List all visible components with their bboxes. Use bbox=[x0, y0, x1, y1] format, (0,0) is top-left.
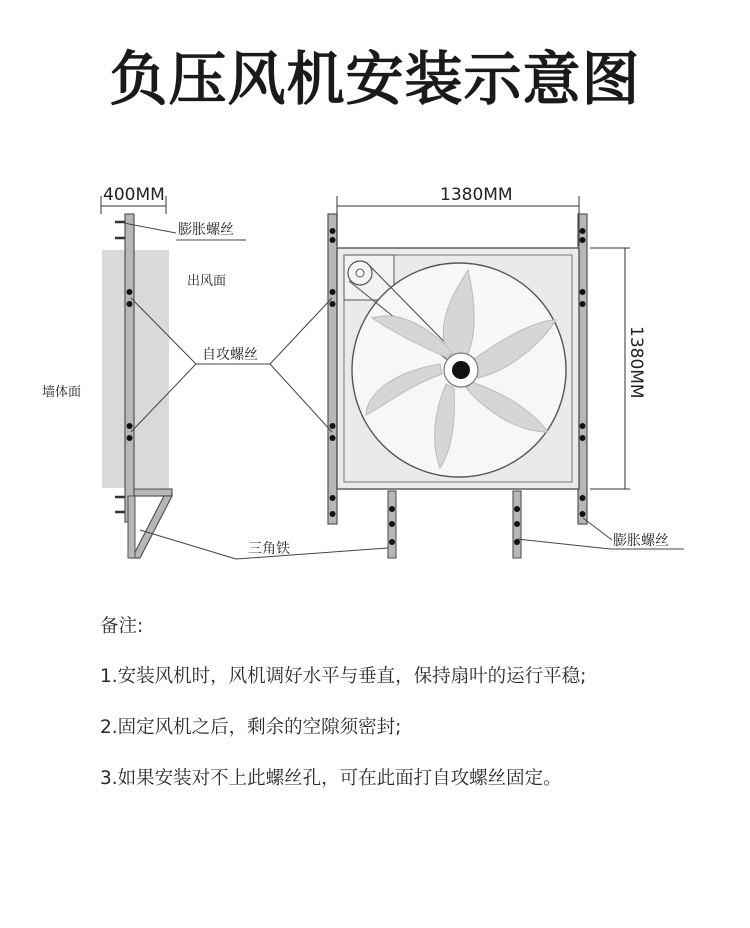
note-item-2: 2.固定风机之后，剩余的空隙须密封; bbox=[100, 717, 402, 738]
note-item-1: 1.安装风机时，风机调好水平与垂直，保持扇叶的运行平稳; bbox=[100, 666, 587, 687]
note-item-3: 3.如果安装对不上此螺丝孔，可在此面打自攻螺丝固定。 bbox=[100, 768, 562, 789]
label-expansion-screw-top: 膨胀螺丝 bbox=[178, 222, 234, 238]
label-self-tapping-screw: 自攻螺丝 bbox=[202, 347, 258, 363]
dimension-height-label: 1380MM bbox=[626, 326, 646, 399]
page-title: 负压风机安装示意图 bbox=[109, 45, 641, 113]
notes-heading: 备注: bbox=[100, 616, 144, 637]
side-frame-post bbox=[125, 214, 134, 522]
label-wall-face: 墙体面 bbox=[42, 385, 82, 400]
notes-section bbox=[100, 612, 730, 815]
dimension-width-label: 1380MM bbox=[440, 185, 513, 205]
label-triangle-iron: 三角铁 bbox=[248, 541, 290, 557]
triangle-iron-bracket bbox=[128, 489, 172, 558]
label-expansion-screw-bottom: 膨胀螺丝 bbox=[613, 533, 669, 549]
dimension-400-label: 400MM bbox=[103, 185, 165, 205]
front-left-post bbox=[328, 214, 337, 524]
wall-block bbox=[102, 250, 169, 488]
label-outlet-face: 出风面 bbox=[187, 274, 227, 289]
